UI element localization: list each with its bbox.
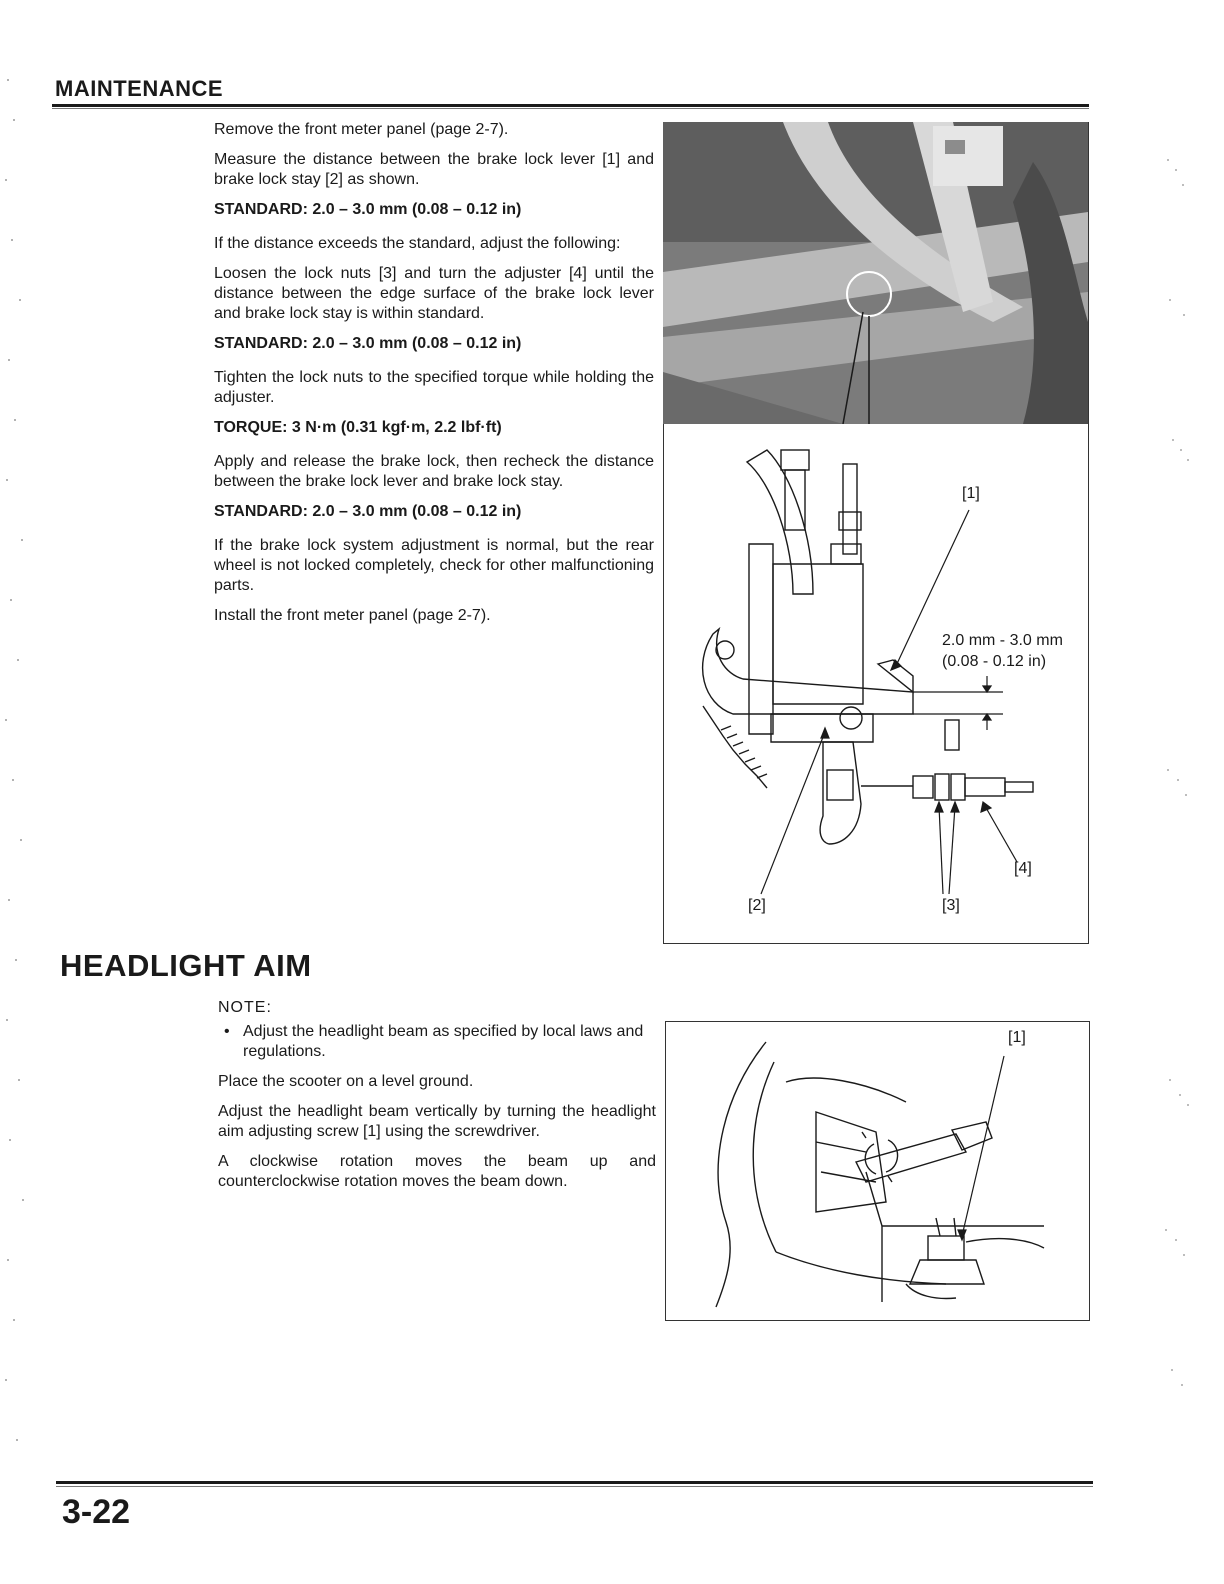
paragraph: Remove the front meter panel (page 2-7). (214, 121, 509, 138)
paragraph: Measure the distance between the brake lock lever [1] and brake lock stay [2] as shown. (214, 151, 654, 188)
callout-4: [4] (1014, 860, 1032, 877)
standard-spec: STANDARD: 2.0 – 3.0 mm (0.08 – 0.12 in) (214, 335, 522, 352)
scan-edge-noise (0, 60, 40, 1500)
headlight-callout-1: [1] (1008, 1029, 1026, 1046)
footer-rule (56, 1481, 1093, 1484)
bullet-mark: • (224, 1023, 230, 1040)
header-rule-thin (52, 108, 1089, 109)
paragraph: If the distance exceeds the standard, adjust the following: (214, 235, 621, 252)
standard-spec: STANDARD: 2.0 – 3.0 mm (0.08 – 0.12 in) (214, 201, 522, 218)
paragraph: Loosen the lock nuts [3] and turn the adjuster [4] until the distance between the edge surface of the brake lock lever and brake lock stay is within standard. (214, 265, 654, 322)
torque-spec: TORQUE: 3 N·m (0.31 kgf·m, 2.2 lbf·ft) (214, 419, 502, 436)
paragraph: Place the scooter on a level ground. (218, 1073, 474, 1090)
footer-rule-thin (56, 1486, 1093, 1487)
standard-spec: STANDARD: 2.0 – 3.0 mm (0.08 – 0.12 in) (214, 503, 522, 520)
dimension-mm: 2.0 mm - 3.0 mm (942, 632, 1063, 649)
paragraph: If the brake lock system adjustment is normal, but the rear wheel is not locked completely, check for other malfunctioning parts. (214, 537, 654, 594)
page-number: 3-22 (62, 1493, 131, 1531)
callout-3: [3] (942, 897, 960, 914)
brake-lock-text (214, 120, 654, 636)
paragraph: Install the front meter panel (page 2-7). (214, 607, 491, 624)
dimension-in: (0.08 - 0.12 in) (942, 653, 1047, 670)
headlight-text (218, 998, 656, 1202)
paragraph: A clockwise rotation moves the beam up and counterclockwise rotation moves the beam down. (218, 1153, 656, 1190)
header-rule (52, 104, 1089, 107)
bullet-text: Adjust the headlight beam as specified by local laws and regulations. (243, 1023, 644, 1060)
scan-edge-noise-right (1148, 140, 1208, 1440)
note-bullet (218, 1022, 656, 1062)
paragraph: Tighten the lock nuts to the specified torque while holding the adjuster. (214, 369, 654, 406)
headlight-diagram (666, 1022, 1089, 1320)
callout-1: [1] (962, 485, 980, 502)
brake-lock-photo (663, 122, 1088, 424)
paragraph: Adjust the headlight beam vertically by turning the headlight aim adjusting screw [1] using the screwdriver. (218, 1103, 656, 1140)
callout-2: [2] (748, 897, 766, 914)
section-header: MAINTENANCE (55, 76, 224, 101)
section-title: HEADLIGHT AIM (60, 948, 312, 983)
paragraph: Apply and release the brake lock, then recheck the distance between the brake lock lever and brake lock stay. (214, 453, 654, 490)
note-label: NOTE: (218, 999, 272, 1016)
